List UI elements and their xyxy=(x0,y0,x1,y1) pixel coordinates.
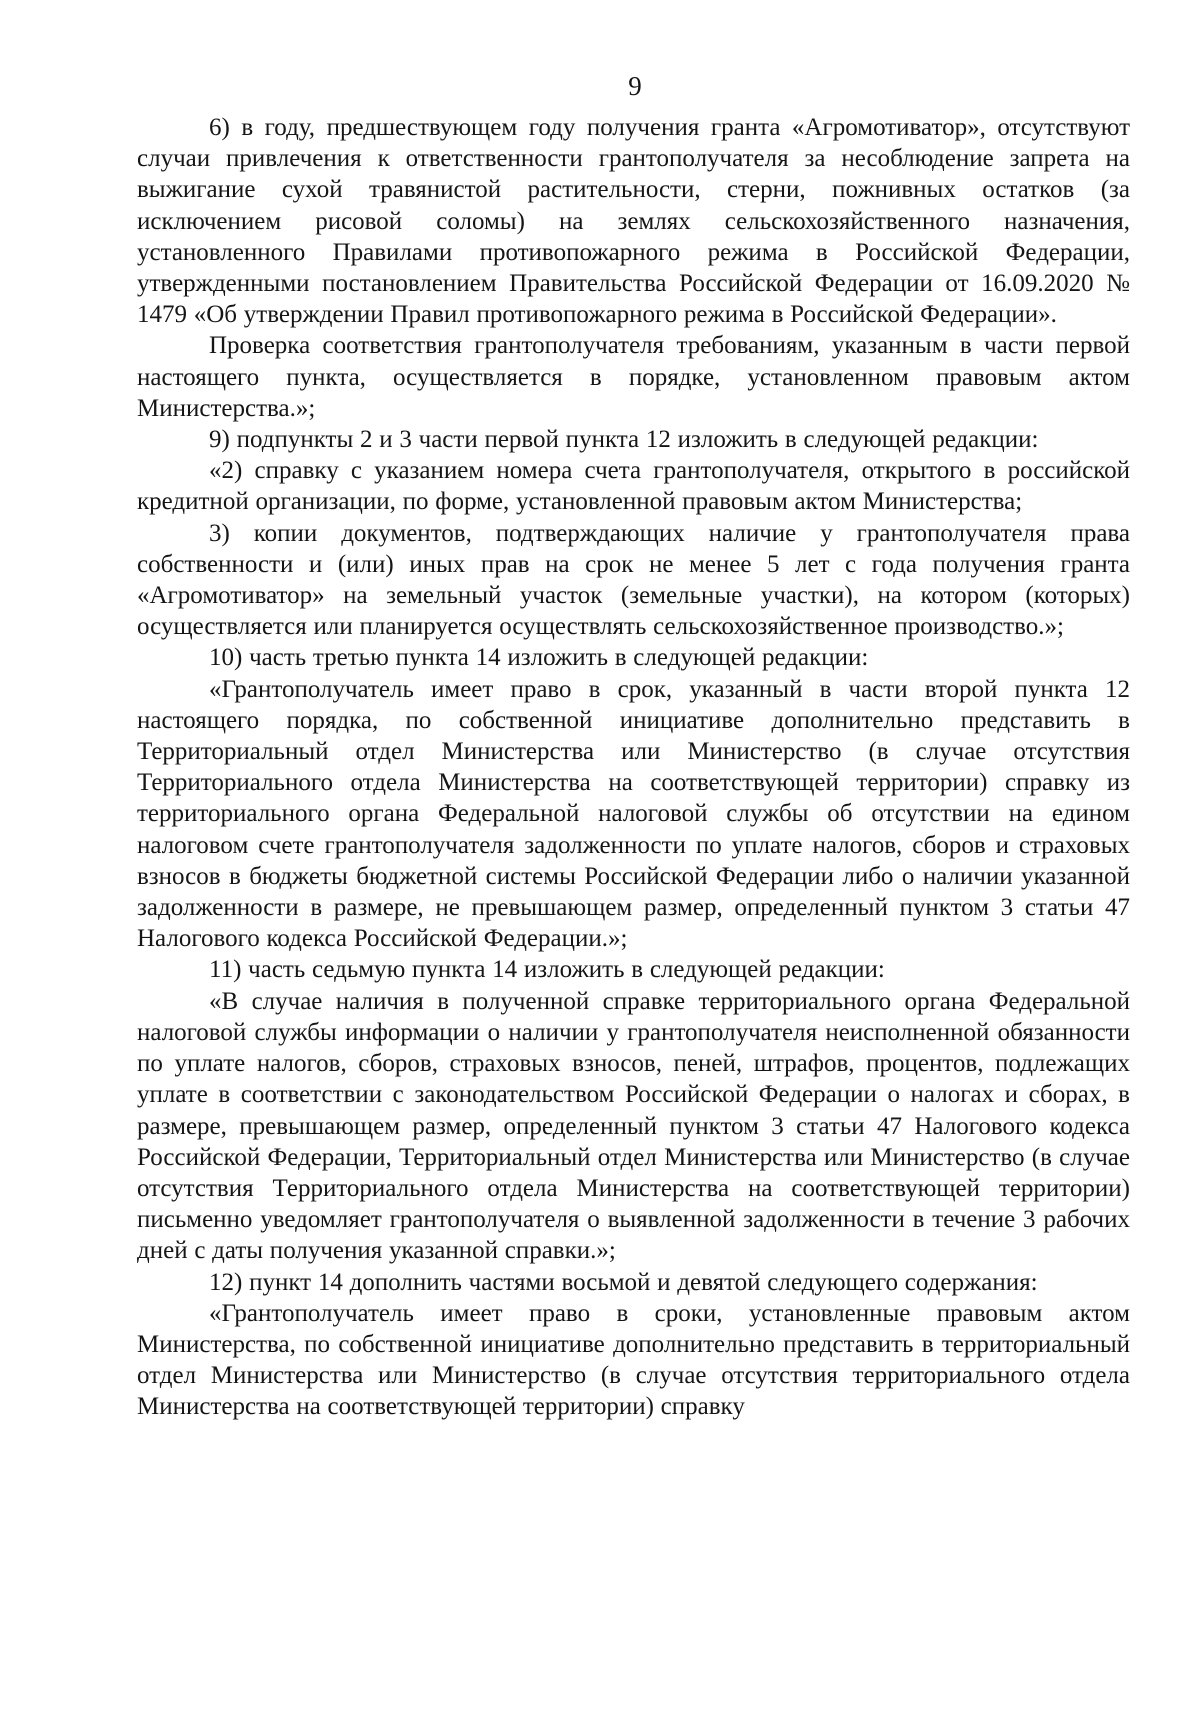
document-body xyxy=(137,112,1130,1423)
paragraph-9-amendment-intro: 9) подпункты 2 и 3 части первой пункта 12 изложить в следующей редакции: xyxy=(209,426,1039,454)
paragraph-12-amendment-intro: 12) пункт 14 дополнить частями восьмой и девятой следующего содержания: xyxy=(209,1268,1038,1296)
paragraph-11-amendment-intro: 11) часть седьмую пункта 14 изложить в следующей редакции: xyxy=(209,956,885,984)
paragraph-additional-certificate-right: «Грантополучатель имеет право в сроки, установленные правовым актом Министерства, по собственной инициативе дополнительно представить в территориальный отдел Министерства или Министерство (в случае отсутствия территориального отдела Министерства на соответствующей территории) справку xyxy=(137,1299,1130,1421)
paragraph-10-amendment-intro: 10) часть третью пункта 14 изложить в следующей редакции: xyxy=(209,644,869,672)
page-number: 9 xyxy=(628,71,642,101)
paragraph-compliance-check: Проверка соответствия грантополучателя требованиям, указанным в части первой настоящего пункта, осуществляется в порядке, установленном правовым актом Министерства.»; xyxy=(137,332,1130,422)
paragraph-tax-certificate-right: «Грантополучатель имеет право в срок, указанный в части второй пункта 12 настоящего порядка, по собственной инициативе дополнительно представить в Территориальный отдел Министерства или Министерство (в случае отсутствия Территориального отдела Министерства на соответствующей территории) справку из территориального органа Федеральной налоговой службы об отсутствии на едином налоговом счете грантополучателя задолженности по уплате налогов, сборов и страховых взносов в бюджеты бюджетной системы Российской Федерации либо о наличии указанной задолженности в размере, не превышающем размер, определенный пунктом 3 статьи 47 Налогового кодекса Российской Федерации.»; xyxy=(137,675,1130,953)
paragraph-tax-debt-notification: «В случае наличия в полученной справке территориального органа Федеральной налоговой службы информации о наличии у грантополучателя неисполненной обязанности по уплате налогов, сборов, страховых взносов, пеней, штрафов, процентов, подлежащих уплате в соответствии с законодательством Российской Федерации о налогах и сборах, в размере, превышающем размер, определенный пунктом 3 статьи 47 Налогового кодекса Российской Федерации, Территориальный отдел Министерства или Министерство (в случае отсутствия Территориального отдела Министерства на соответствующей территории) письменно уведомляет грантополучателя о выявленной задолженности в течение 3 рабочих дней с даты получения указанной справки.»; xyxy=(137,987,1130,1265)
paragraph-land-rights-documents: 3) копии документов, подтверждающих наличие у грантополучателя права собственности и (или) иных прав на срок не менее 5 лет с года получения гранта «Агромотиватор» на земельный участок (земельные участки), на котором (которых) осуществляется или планируется осуществлять сельскохозяйственное производство.»; xyxy=(137,519,1130,641)
paragraph-6-no-burning-violations: 6) в году, предшествующем году получения гранта «Агромотиватор», отсутствуют случаи привлечения к ответственности грантополучателя за несоблюдение запрета на выжигание сухой травянистой растительности, стерни, пожнивных остатков (за исключением рисовой соломы) на землях сельскохозяйственного назначения, установленного Правилами противопожарного режима в Российской Федерации, утвержденными постановлением Правительства Российской Федерации от 16.09.2020 № 1479 «Об утверждении Правил противопожарного режима в Российской Федерации». xyxy=(137,114,1130,329)
paragraph-bank-account-certificate: «2) справку с указанием номера счета грантополучателя, открытого в российской кредитной организации, по форме, установленной правовым актом Министерства; xyxy=(137,457,1130,516)
